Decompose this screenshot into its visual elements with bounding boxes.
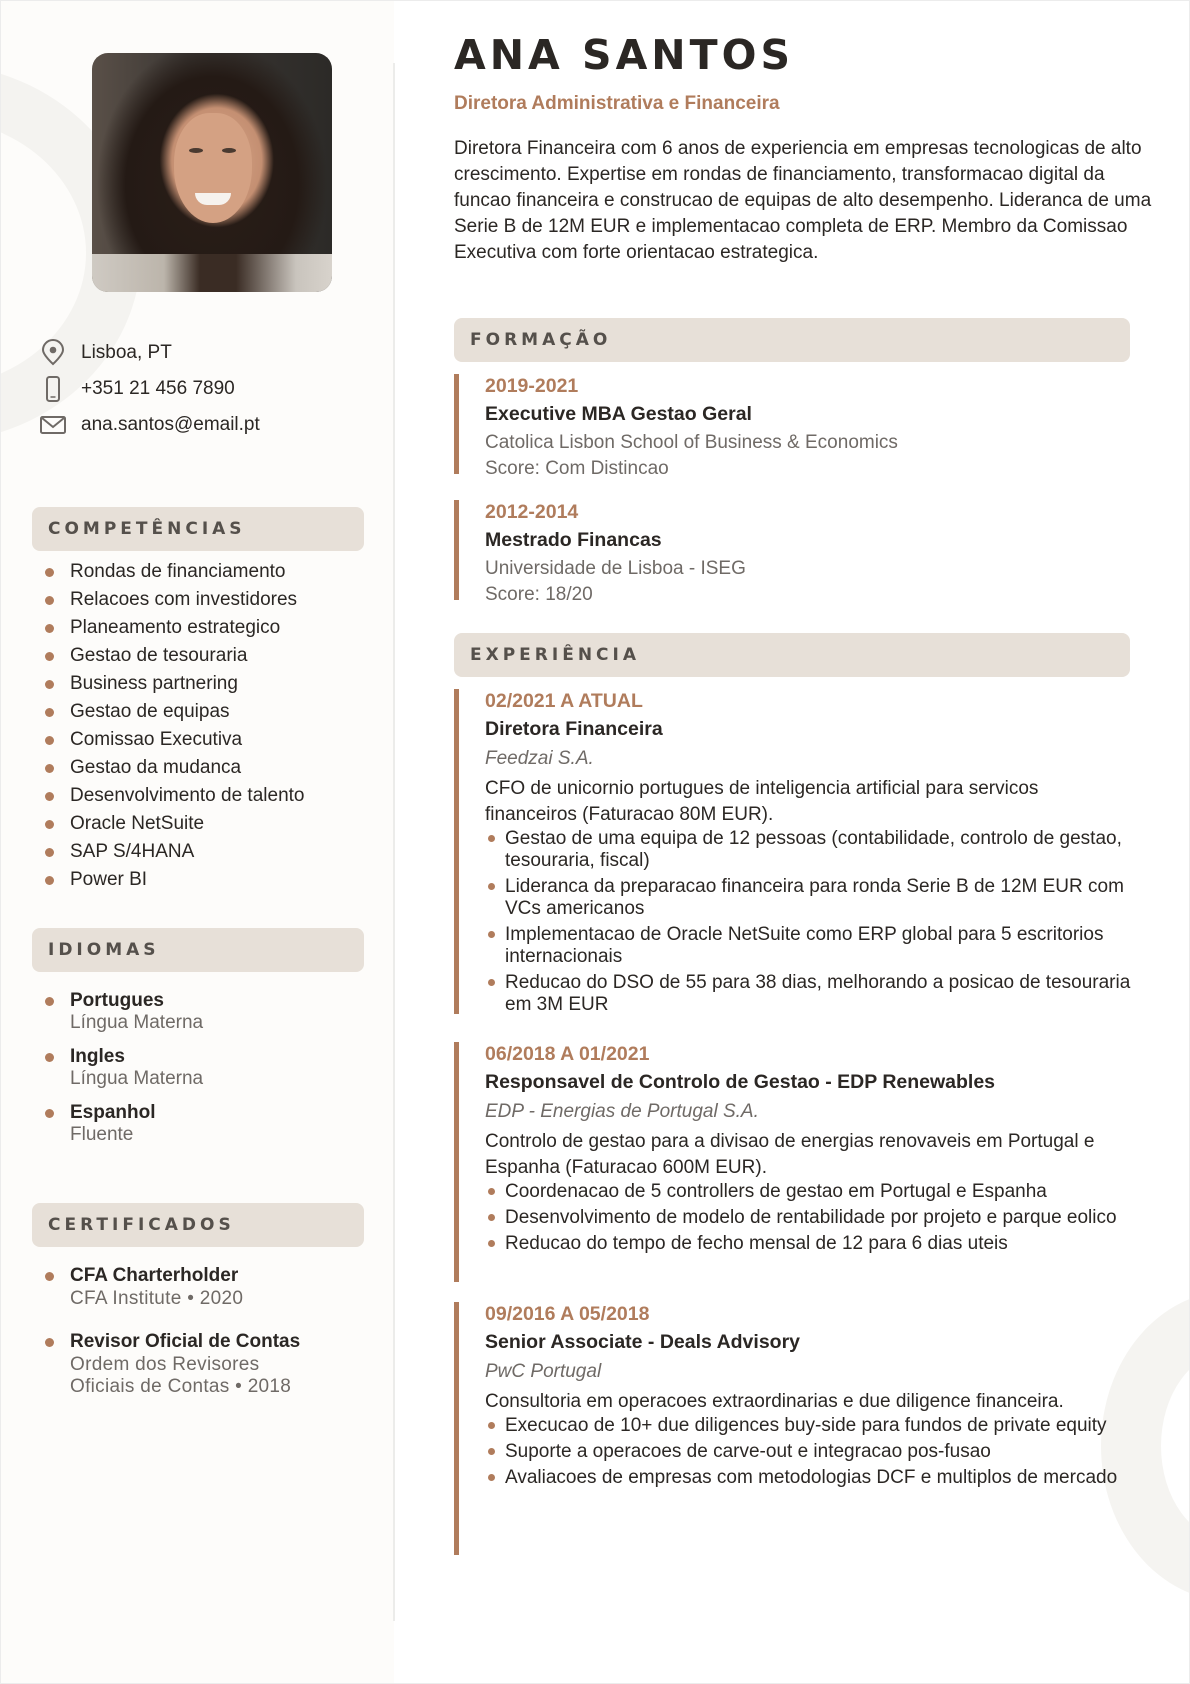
language-item [45, 1046, 375, 1090]
sidebar [1, 1, 394, 1684]
experience-bullet [485, 828, 1134, 872]
bullet-text: Lideranca da preparacao financeira para ronda Serie B de 12M EUR com VCs americanos [505, 876, 1124, 919]
certificate-item [45, 1264, 375, 1310]
candidate-name: ANA SANTOS [454, 31, 794, 79]
language-level: Fluente [70, 1124, 134, 1145]
certificate-issuer-cont: Oficiais de Contas • 2018 [70, 1376, 292, 1397]
education-entry [454, 500, 1134, 605]
bullet-dot-icon [45, 596, 54, 605]
skill-item [45, 810, 375, 838]
certificate-issuer: CFA Institute • 2020 [70, 1288, 244, 1309]
email-text[interactable]: ana.santos@email.pt [81, 414, 260, 435]
education-score: Score: 18/20 [485, 584, 593, 605]
experience-bullet [485, 1207, 1134, 1229]
bullet-text: Execucao de 10+ due diligences buy-side para fundos de private equity [505, 1415, 1107, 1436]
skill-label: Comissao Executiva [70, 729, 243, 750]
languages-heading [32, 928, 364, 972]
skill-item [45, 754, 375, 782]
certificates-heading-text: CERTIFICADOS [48, 1215, 235, 1235]
language-name: Espanhol [70, 1102, 156, 1123]
bullet-dot-icon [488, 1188, 495, 1195]
bullet-dot-icon [488, 883, 495, 890]
skill-label: Gestao de tesouraria [70, 645, 248, 666]
experience-role: Senior Associate - Deals Advisory [485, 1331, 801, 1353]
education-school: Universidade de Lisboa - ISEG [485, 558, 746, 579]
bullet-dot-icon [45, 848, 54, 857]
contact-email [39, 411, 369, 439]
skill-item [45, 558, 375, 586]
skill-item [45, 726, 375, 754]
bullet-dot-icon [45, 764, 54, 773]
photo-face [174, 113, 252, 223]
bullet-dot-icon [45, 1338, 54, 1347]
education-degree: Mestrado Financas [485, 529, 662, 551]
experience-bullet [485, 876, 1134, 920]
experience-entry [454, 1302, 1134, 1555]
phone-text[interactable]: +351 21 456 7890 [81, 378, 235, 399]
experience-bullets [485, 828, 1134, 1016]
skill-label: Gestao de equipas [70, 701, 230, 722]
skill-label: Desenvolvimento de talento [70, 785, 305, 806]
bullet-dot-icon [45, 624, 54, 633]
skills-heading [32, 507, 364, 551]
experience-bullets [485, 1415, 1134, 1489]
education-school: Catolica Lisbon School of Business & Economics [485, 432, 898, 453]
experience-dates: 09/2016 A 05/2018 [485, 1303, 650, 1325]
experience-dates: 02/2021 A ATUAL [485, 690, 643, 712]
skills-list [45, 558, 375, 894]
skill-item [45, 586, 375, 614]
certificates-heading [32, 1203, 364, 1247]
sidebar-divider [393, 63, 395, 1621]
education-heading-text: FORMAÇÃO [470, 330, 612, 350]
education-entry [454, 374, 1134, 479]
skill-label: Power BI [70, 869, 148, 890]
skill-label: Rondas de financiamento [70, 561, 286, 582]
experience-heading-text: EXPERIÊNCIA [470, 645, 641, 665]
experience-company: PwC Portugal [485, 1361, 602, 1382]
skill-label: SAP S/4HANA [70, 841, 195, 862]
experience-bullet [485, 1467, 1134, 1489]
bullet-dot-icon [45, 1109, 54, 1118]
language-level: Língua Materna [70, 1068, 204, 1089]
experience-bullet [485, 1233, 1134, 1255]
bullet-dot-icon [45, 876, 54, 885]
experience-bullets [485, 1181, 1134, 1255]
experience-entry [454, 689, 1134, 1014]
bullet-dot-icon [45, 680, 54, 689]
contact-location [39, 339, 369, 367]
skill-item [45, 698, 375, 726]
skill-item [45, 782, 375, 810]
bullet-dot-icon [488, 931, 495, 938]
certificate-item [45, 1330, 375, 1398]
experience-bullet [485, 1181, 1134, 1203]
education-score: Score: Com Distincao [485, 458, 669, 479]
contact-phone [39, 375, 369, 403]
experience-description: Controlo de gestao para a divisao de energias renovaveis em Portugal e Espanha (Faturacao 600M EUR). [485, 1131, 1095, 1178]
bullet-text: Gestao de uma equipa de 12 pessoas (contabilidade, controlo de gestao, tesouraria, fiscal) [505, 828, 1122, 871]
bullet-text: Implementacao de Oracle NetSuite como ERP global para 5 escritorios internacionais [505, 924, 1104, 967]
location-pin-icon [39, 339, 69, 367]
bullet-dot-icon [45, 820, 54, 829]
languages-heading-text: IDIOMAS [48, 940, 160, 960]
experience-entry [454, 1042, 1134, 1282]
bullet-dot-icon [45, 1272, 54, 1281]
photo-eye [222, 148, 236, 153]
education-degree: Executive MBA Gestao Geral [485, 403, 752, 425]
bullet-dot-icon [488, 835, 495, 842]
skill-item [45, 866, 375, 894]
language-name: Ingles [70, 1046, 125, 1067]
skill-label: Relacoes com investidores [70, 589, 298, 610]
bullet-dot-icon [45, 792, 54, 801]
mail-icon [39, 411, 69, 439]
experience-dates: 06/2018 A 01/2021 [485, 1043, 650, 1065]
skill-item [45, 838, 375, 866]
profile-summary: Diretora Financeira com 6 anos de experiencia em empresas tecnologicas de alto crescimento. Expertise em rondas de financiamento, transformacao digital da funcao financeira e construcao de equipas de alto desempenho. Lideranca de uma Serie B de 12M EUR e implementacao completa de ERP. Membro da Comissao Executiva com forte orientacao estrategica. [454, 138, 1152, 263]
experience-description: Consultoria em operacoes extraordinarias e due diligence financeira. [485, 1391, 1064, 1412]
bullet-text: Reducao do DSO de 55 para 38 dias, melhorando a posicao de tesouraria em 3M EUR [505, 972, 1131, 1015]
bullet-dot-icon [488, 1474, 495, 1481]
bullet-dot-icon [45, 997, 54, 1006]
bullet-text: Reducao do tempo de fecho mensal de 12 para 6 dias uteis [505, 1233, 1008, 1254]
experience-description: CFO de unicornio portugues de inteligencia artificial para servicos financeiros (Faturacao 80M EUR). [485, 778, 1039, 825]
skill-item [45, 642, 375, 670]
bullet-text: Desenvolvimento de modelo de rentabilidade por projeto e parque eolico [505, 1207, 1117, 1228]
experience-role: Responsavel de Controlo de Gestao - EDP Renewables [485, 1071, 996, 1093]
bullet-dot-icon [488, 1240, 495, 1247]
bullet-dot-icon [45, 1053, 54, 1062]
certificate-name: Revisor Oficial de Contas [70, 1331, 301, 1352]
skills-heading-text: COMPETÊNCIAS [48, 519, 246, 539]
bullet-text: Avaliacoes de empresas com metodologias DCF e multiplos de mercado [505, 1467, 1118, 1488]
experience-bullet [485, 972, 1134, 1016]
bullet-dot-icon [45, 568, 54, 577]
experience-role: Diretora Financeira [485, 718, 663, 740]
skill-label: Planeamento estrategico [70, 617, 281, 638]
skill-item [45, 614, 375, 642]
experience-bullet [485, 924, 1134, 968]
experience-bullet [485, 1441, 1134, 1463]
certificate-issuer: Ordem dos Revisores [70, 1354, 260, 1375]
bullet-dot-icon [45, 736, 54, 745]
bullet-dot-icon [488, 979, 495, 986]
experience-company: EDP - Energias de Portugal S.A. [485, 1101, 759, 1122]
experience-company: Feedzai S.A. [485, 748, 594, 769]
bullet-text: Suporte a operacoes de carve-out e integracao pos-fusao [505, 1441, 991, 1462]
language-item [45, 990, 375, 1034]
bullet-dot-icon [488, 1214, 495, 1221]
bullet-dot-icon [45, 652, 54, 661]
education-dates: 2012-2014 [485, 501, 579, 523]
education-dates: 2019-2021 [485, 375, 579, 397]
experience-heading [454, 633, 1130, 677]
candidate-title: Diretora Administrativa e Financeira [454, 93, 780, 114]
language-item [45, 1102, 375, 1146]
language-level: Língua Materna [70, 1012, 204, 1033]
bullet-dot-icon [45, 708, 54, 717]
experience-bullet [485, 1415, 1134, 1437]
bullet-dot-icon [488, 1448, 495, 1455]
language-name: Portugues [70, 990, 164, 1011]
photo-sweater [92, 254, 332, 292]
photo-eye [189, 148, 203, 153]
skill-label: Oracle NetSuite [70, 813, 205, 834]
skill-label: Gestao da mudanca [70, 757, 242, 778]
skill-label: Business partnering [70, 673, 238, 694]
bullet-text: Coordenacao de 5 controllers de gestao em Portugal e Espanha [505, 1181, 1047, 1202]
certificate-name: CFA Charterholder [70, 1265, 239, 1286]
education-heading [454, 318, 1130, 362]
skill-item [45, 670, 375, 698]
bullet-dot-icon [488, 1422, 495, 1429]
phone-icon [39, 375, 69, 403]
location-text: Lisboa, PT [81, 342, 172, 363]
profile-photo [92, 53, 332, 292]
